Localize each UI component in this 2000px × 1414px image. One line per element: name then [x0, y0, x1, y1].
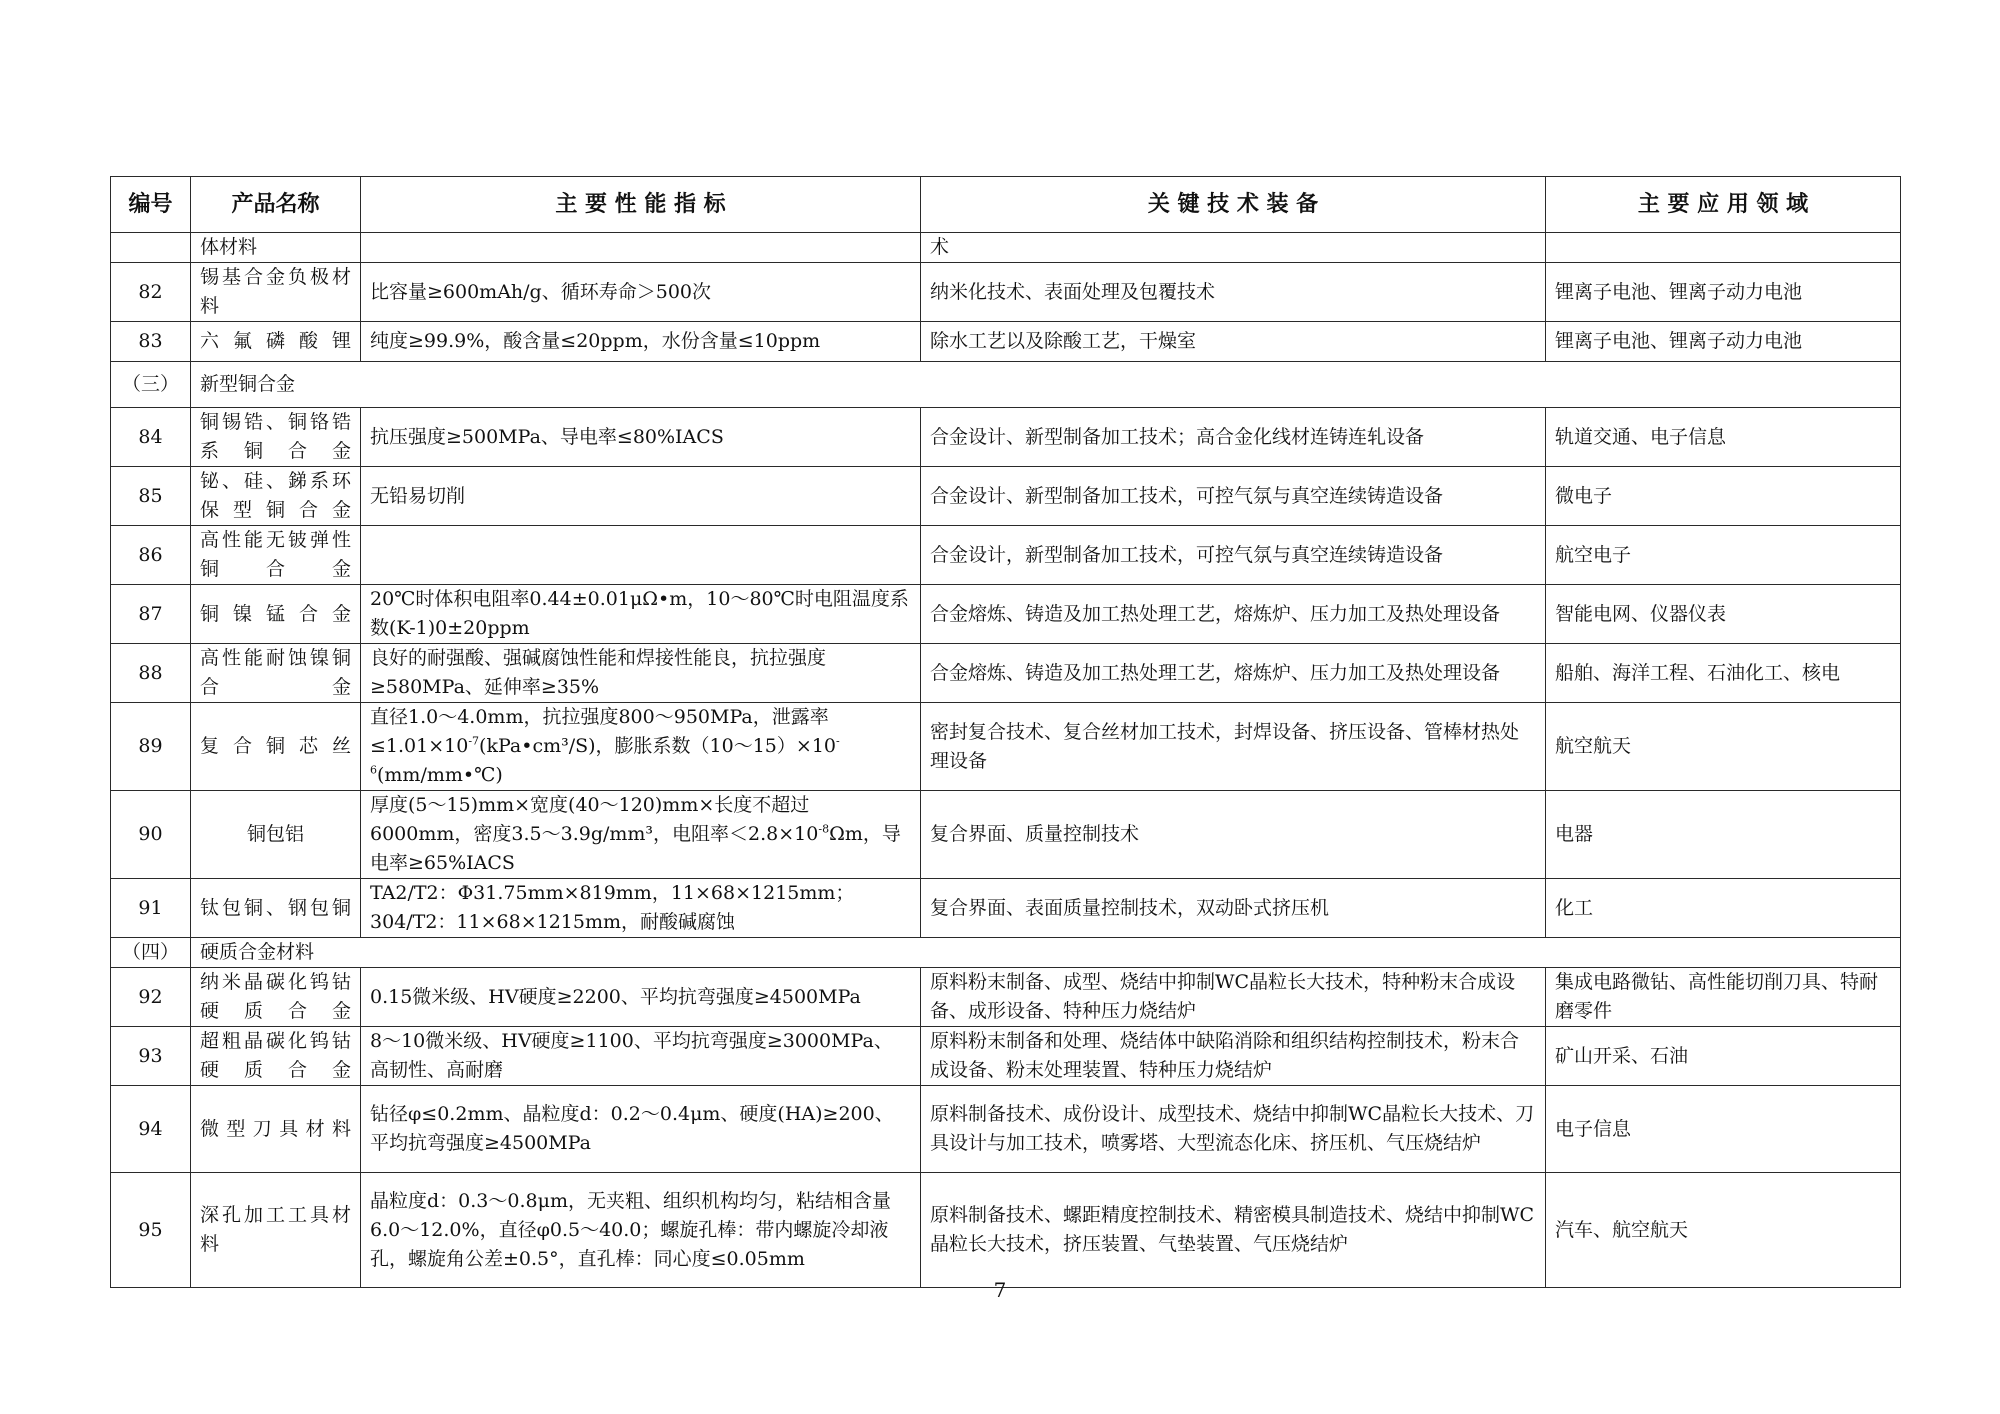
- row-num: 88: [111, 644, 191, 703]
- key-technology: 原料制备技术、螺距精度控制技术、精密模具制造技术、烧结中抑制WC晶粒长大技术，挤压装置、气垫装置、气压烧结炉: [921, 1173, 1546, 1288]
- row-num: 89: [111, 703, 191, 791]
- section-num: （四）: [111, 938, 191, 968]
- table-row: [111, 1027, 1901, 1086]
- perf-text: 厚度(5～15)mm×宽度(40～120)mm×长度不超过6000mm，密度3.5～3.9g/mm³，电阻率＜2.8×10: [370, 794, 819, 845]
- row-num: 82: [111, 263, 191, 322]
- product-name: 深孔加工工具材料: [191, 1173, 361, 1288]
- key-technology: 复合界面、质量控制技术: [921, 791, 1546, 879]
- row-num: 90: [111, 791, 191, 879]
- continued-row: [111, 233, 1901, 263]
- key-technology: 复合界面、表面质量控制技术，双动卧式挤压机: [921, 879, 1546, 938]
- product-name: 高性能耐蚀镍铜合金: [191, 644, 361, 703]
- row-num: 85: [111, 467, 191, 526]
- row-num: 95: [111, 1173, 191, 1288]
- cont-tech: 术: [921, 233, 1546, 263]
- key-technology: 合金熔炼、铸造及加工热处理工艺，熔炼炉、压力加工及热处理设备: [921, 585, 1546, 644]
- header-app: 主 要 应 用 领 域: [1546, 177, 1901, 233]
- row-num: 91: [111, 879, 191, 938]
- application: 矿山开采、石油: [1546, 1027, 1901, 1086]
- application: 航空电子: [1546, 526, 1901, 585]
- row-num: 83: [111, 322, 191, 362]
- performance: TA2/T2：Φ31.75mm×819mm，11×68×1215mm；304/T2：11×68×1215mm，耐酸碱腐蚀: [361, 879, 921, 938]
- performance: 晶粒度d：0.3～0.8μm，无夹粗、组织机构均匀，粘结相含量6.0～12.0%，直径φ0.5～40.0；螺旋孔棒：带内螺旋冷却液孔，螺旋角公差±0.5°，直孔棒：同心度≤0.05mm: [361, 1173, 921, 1288]
- perf-text: 直径1.0～4.0mm，抗拉强度800～950MPa，泄露率≤1.01×10: [370, 706, 829, 757]
- key-technology: 原料制备技术、成份设计、成型技术、烧结中抑制WC晶粒长大技术、刀具设计与加工技术，喷雾塔、大型流态化床、挤压机、气压烧结炉: [921, 1086, 1546, 1173]
- application: 锂离子电池、锂离子动力电池: [1546, 322, 1901, 362]
- table-row: [111, 703, 1901, 791]
- performance: 20℃时体积电阻率0.44±0.01μΩ•m，10～80℃时电阻温度系数(K-1)0±20ppm: [361, 585, 921, 644]
- key-technology: 合金熔炼、铸造及加工热处理工艺，熔炼炉、压力加工及热处理设备: [921, 644, 1546, 703]
- key-technology: 合金设计，新型制备加工技术，可控气氛与真空连续铸造设备: [921, 526, 1546, 585]
- product-name: 锡基合金负极材料: [191, 263, 361, 322]
- perf-superscript: -8: [818, 822, 830, 836]
- perf-superscript: -7: [468, 734, 480, 748]
- row-num: 84: [111, 408, 191, 467]
- perf-text: (mm/mm•℃): [377, 764, 503, 786]
- cont-name: 体材料: [191, 233, 361, 263]
- materials-table: [110, 176, 1901, 1288]
- performance: [361, 791, 921, 879]
- header-num: 编号: [111, 177, 191, 233]
- page-number: 7: [993, 1278, 1007, 1302]
- product-name: 铜锡锆、铜铬锆系铜合金: [191, 408, 361, 467]
- application: 汽车、航空航天: [1546, 1173, 1901, 1288]
- table-row: [111, 263, 1901, 322]
- application: 电子信息: [1546, 1086, 1901, 1173]
- row-num: 87: [111, 585, 191, 644]
- product-name: 铜镍锰合金: [191, 585, 361, 644]
- table-row: [111, 1173, 1901, 1288]
- application: 电器: [1546, 791, 1901, 879]
- header-perf: 主 要 性 能 指 标: [361, 177, 921, 233]
- table-row: [111, 526, 1901, 585]
- header-row: [111, 177, 1901, 233]
- cont-app: [1546, 233, 1901, 263]
- product-name: 微型刀具材料: [191, 1086, 361, 1173]
- table-row: [111, 467, 1901, 526]
- performance: [361, 703, 921, 791]
- product-name: 纳米晶碳化钨钴硬质合金: [191, 968, 361, 1027]
- product-name: 六氟磷酸锂: [191, 322, 361, 362]
- row-num: 92: [111, 968, 191, 1027]
- table-row: [111, 322, 1901, 362]
- key-technology: 纳米化技术、表面处理及包覆技术: [921, 263, 1546, 322]
- section-title: 新型铜合金: [191, 362, 1901, 408]
- application: 航空航天: [1546, 703, 1901, 791]
- application: 轨道交通、电子信息: [1546, 408, 1901, 467]
- row-num: 94: [111, 1086, 191, 1173]
- application: 化工: [1546, 879, 1901, 938]
- perf-text: Ωm，导电率≥65%IACS: [370, 823, 901, 874]
- application: 船舶、海洋工程、石油化工、核电: [1546, 644, 1901, 703]
- section-title: 硬质合金材料: [191, 938, 1901, 968]
- table-row: [111, 644, 1901, 703]
- row-num: 93: [111, 1027, 191, 1086]
- performance: 无铅易切削: [361, 467, 921, 526]
- key-technology: 原料粉末制备、成型、烧结中抑制WC晶粒长大技术，特种粉末合成设备、成形设备、特种压力烧结炉: [921, 968, 1546, 1027]
- table-row: [111, 585, 1901, 644]
- section-num: （三）: [111, 362, 191, 408]
- performance: 良好的耐强酸、强碱腐蚀性能和焊接性能良，抗拉强度≥580MPa、延伸率≥35%: [361, 644, 921, 703]
- application: 智能电网、仪器仪表: [1546, 585, 1901, 644]
- performance: 纯度≥99.9%，酸含量≤20ppm，水份含量≤10ppm: [361, 322, 921, 362]
- application: 锂离子电池、锂离子动力电池: [1546, 263, 1901, 322]
- performance: 0.15微米级、HV硬度≥2200、平均抗弯强度≥4500MPa: [361, 968, 921, 1027]
- performance: 8～10微米级、HV硬度≥1100、平均抗弯强度≥3000MPa、高韧性、高耐磨: [361, 1027, 921, 1086]
- perf-text: (kPa•cm³/S)，膨胀系数（10～15）×10: [479, 735, 836, 757]
- application: 微电子: [1546, 467, 1901, 526]
- product-name: 超粗晶碳化钨钴硬质合金: [191, 1027, 361, 1086]
- header-name: 产品名称: [191, 177, 361, 233]
- performance: [361, 526, 921, 585]
- cont-perf: [361, 233, 921, 263]
- product-name: 钛包铜、钢包铜: [191, 879, 361, 938]
- section-row: [111, 938, 1901, 968]
- performance: 抗压强度≥500MPa、导电率≤80%IACS: [361, 408, 921, 467]
- key-technology: 合金设计、新型制备加工技术，可控气氛与真空连续铸造设备: [921, 467, 1546, 526]
- table-row: [111, 408, 1901, 467]
- performance: 比容量≥600mAh/g、循环寿命＞500次: [361, 263, 921, 322]
- table-row: [111, 968, 1901, 1027]
- perf-superscript: -6: [370, 734, 840, 777]
- key-technology: 除水工艺以及除酸工艺，干燥室: [921, 322, 1546, 362]
- row-num: 86: [111, 526, 191, 585]
- table-row: [111, 791, 1901, 879]
- product-name: 高性能无铍弹性铜合金: [191, 526, 361, 585]
- section-row: [111, 362, 1901, 408]
- key-technology: 原料粉末制备和处理、烧结体中缺陷消除和组织结构控制技术，粉末合成设备、粉末处理装置、特种压力烧结炉: [921, 1027, 1546, 1086]
- key-technology: 合金设计、新型制备加工技术；高合金化线材连铸连轧设备: [921, 408, 1546, 467]
- table-row: [111, 1086, 1901, 1173]
- product-name: 铋、硅、銻系环保型铜合金: [191, 467, 361, 526]
- header-tech: 关 键 技 术 装 备: [921, 177, 1546, 233]
- cont-num: [111, 233, 191, 263]
- product-name: 铜包铝: [191, 791, 361, 879]
- application: 集成电路微钻、高性能切削刀具、特耐磨零件: [1546, 968, 1901, 1027]
- table-row: [111, 879, 1901, 938]
- product-name: 复合铜芯丝: [191, 703, 361, 791]
- key-technology: 密封复合技术、复合丝材加工技术，封焊设备、挤压设备、管棒材热处理设备: [921, 703, 1546, 791]
- performance: 钻径φ≤0.2mm、晶粒度d：0.2～0.4μm、硬度(HA)≥200、平均抗弯强度≥4500MPa: [361, 1086, 921, 1173]
